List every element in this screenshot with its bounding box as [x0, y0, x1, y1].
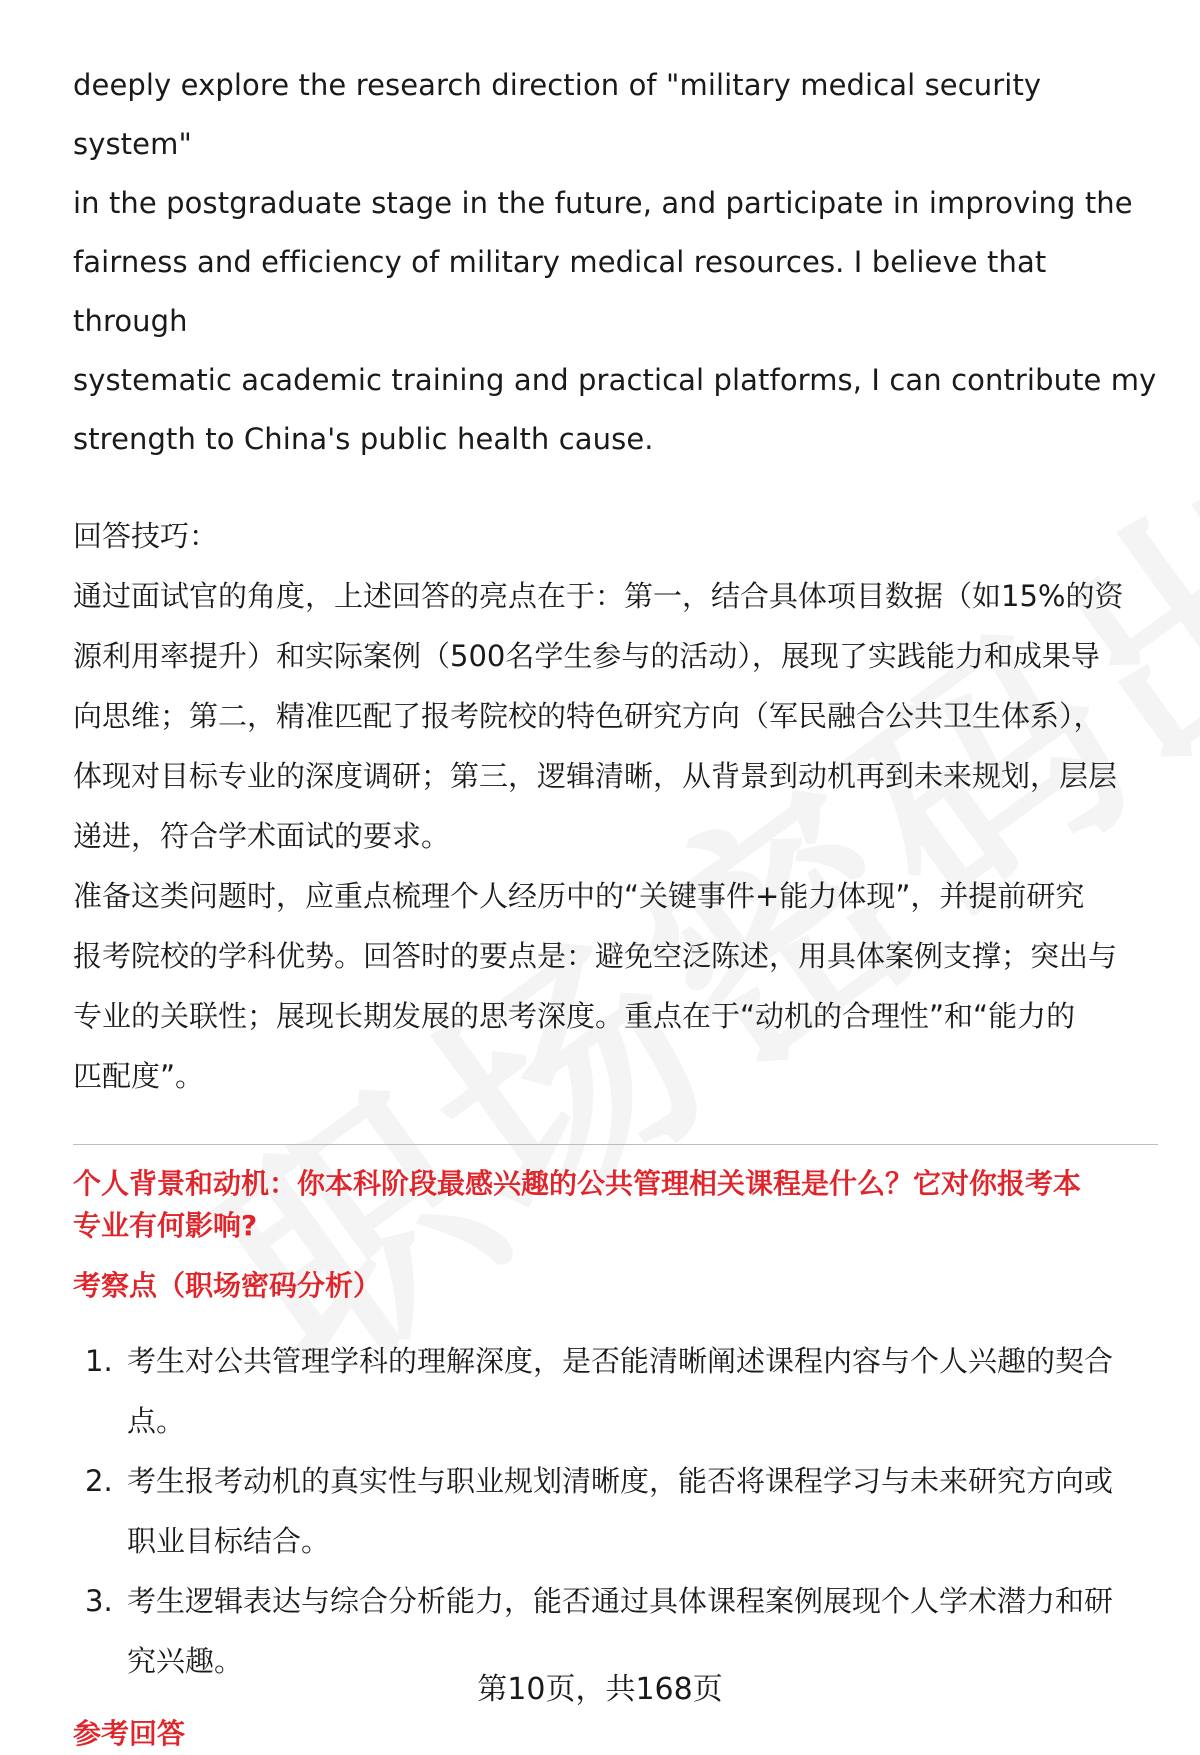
text-line: systematic academic training and practical platforms, I can contribute my: [73, 363, 1157, 397]
text-line: 体现对目标专业的深度调研；第三，逻辑清晰，从背景到动机再到未来规划，层层: [73, 759, 1118, 793]
text-line: 递进，符合学术面试的要求。: [73, 819, 451, 853]
list-item-line: 考生对公共管理学科的理解深度，是否能清晰阐述课程内容与个人兴趣的契合: [127, 1344, 1114, 1378]
text-line: 向思维；第二，精准匹配了报考院校的特色研究方向（军民融合公共卫生体系），: [73, 699, 1103, 733]
text-line: 专业的关联性；展现长期发展的思考深度。重点在于“动机的合理性”和“能力的: [73, 999, 1076, 1033]
text-line: deeply explore the research direction of "military medical security system": [73, 68, 1042, 161]
question-title: [73, 1163, 1158, 1247]
list-number: 1.: [85, 1344, 113, 1378]
list-item-line: 职业目标结合。: [127, 1524, 331, 1558]
tips-paragraph-2: [73, 866, 1158, 1106]
text-line: fairness and efficiency of military medical resources. I believe that through: [73, 245, 1047, 338]
list-number: 2.: [85, 1464, 113, 1498]
document-page: [73, 56, 1158, 1755]
text-line: 准备这类问题时，应重点梳理个人经历中的“关键事件+能力体现”，并提前研究: [73, 879, 1085, 913]
focus-points-list: [73, 1331, 1158, 1691]
list-item: [73, 1451, 1158, 1571]
section-divider: [73, 1144, 1158, 1145]
reference-answer-heading: 参考回答: [73, 1717, 186, 1750]
text-line: in the postgraduate stage in the future, and participate in improving the: [73, 186, 1133, 220]
text-line: 通过面试官的角度，上述回答的亮点在于：第一，结合具体项目数据（如15%的资: [73, 579, 1124, 613]
focus-heading: 考察点（职场密码分析）: [73, 1269, 382, 1302]
list-item-line: 考生逻辑表达与综合分析能力，能否通过具体课程案例展现个人学术潜力和研: [127, 1584, 1114, 1618]
list-number: 3.: [85, 1584, 113, 1618]
text-line: 源利用率提升）和实际案例（500名学生参与的活动），展现了实践能力和成果导: [73, 639, 1100, 673]
list-item-line: 考生报考动机的真实性与职业规划清晰度，能否将课程学习与未来研究方向或: [127, 1464, 1114, 1498]
list-item: [73, 1331, 1158, 1451]
text-line: strength to China's public health cause.: [73, 422, 654, 456]
text-line: 报考院校的学科优势。回答时的要点是：避免空泛陈述，用具体案例支撑；突出与: [73, 939, 1118, 973]
list-item-line: 究兴趣。: [127, 1644, 244, 1678]
text-line: 匹配度”。: [73, 1059, 205, 1093]
page-number-footer: 第10页，共168页: [477, 1672, 723, 1707]
tips-label: 回答技巧：: [73, 519, 219, 553]
question-title-line: 个人背景和动机：你本科阶段最感兴趣的公共管理相关课程是什么？它对你报考本: [73, 1167, 1082, 1200]
continuation-paragraph: [73, 56, 1158, 469]
tips-paragraph-1: [73, 566, 1158, 866]
question-title-line: 专业有何影响?: [73, 1209, 258, 1242]
list-item-line: 点。: [127, 1404, 186, 1438]
